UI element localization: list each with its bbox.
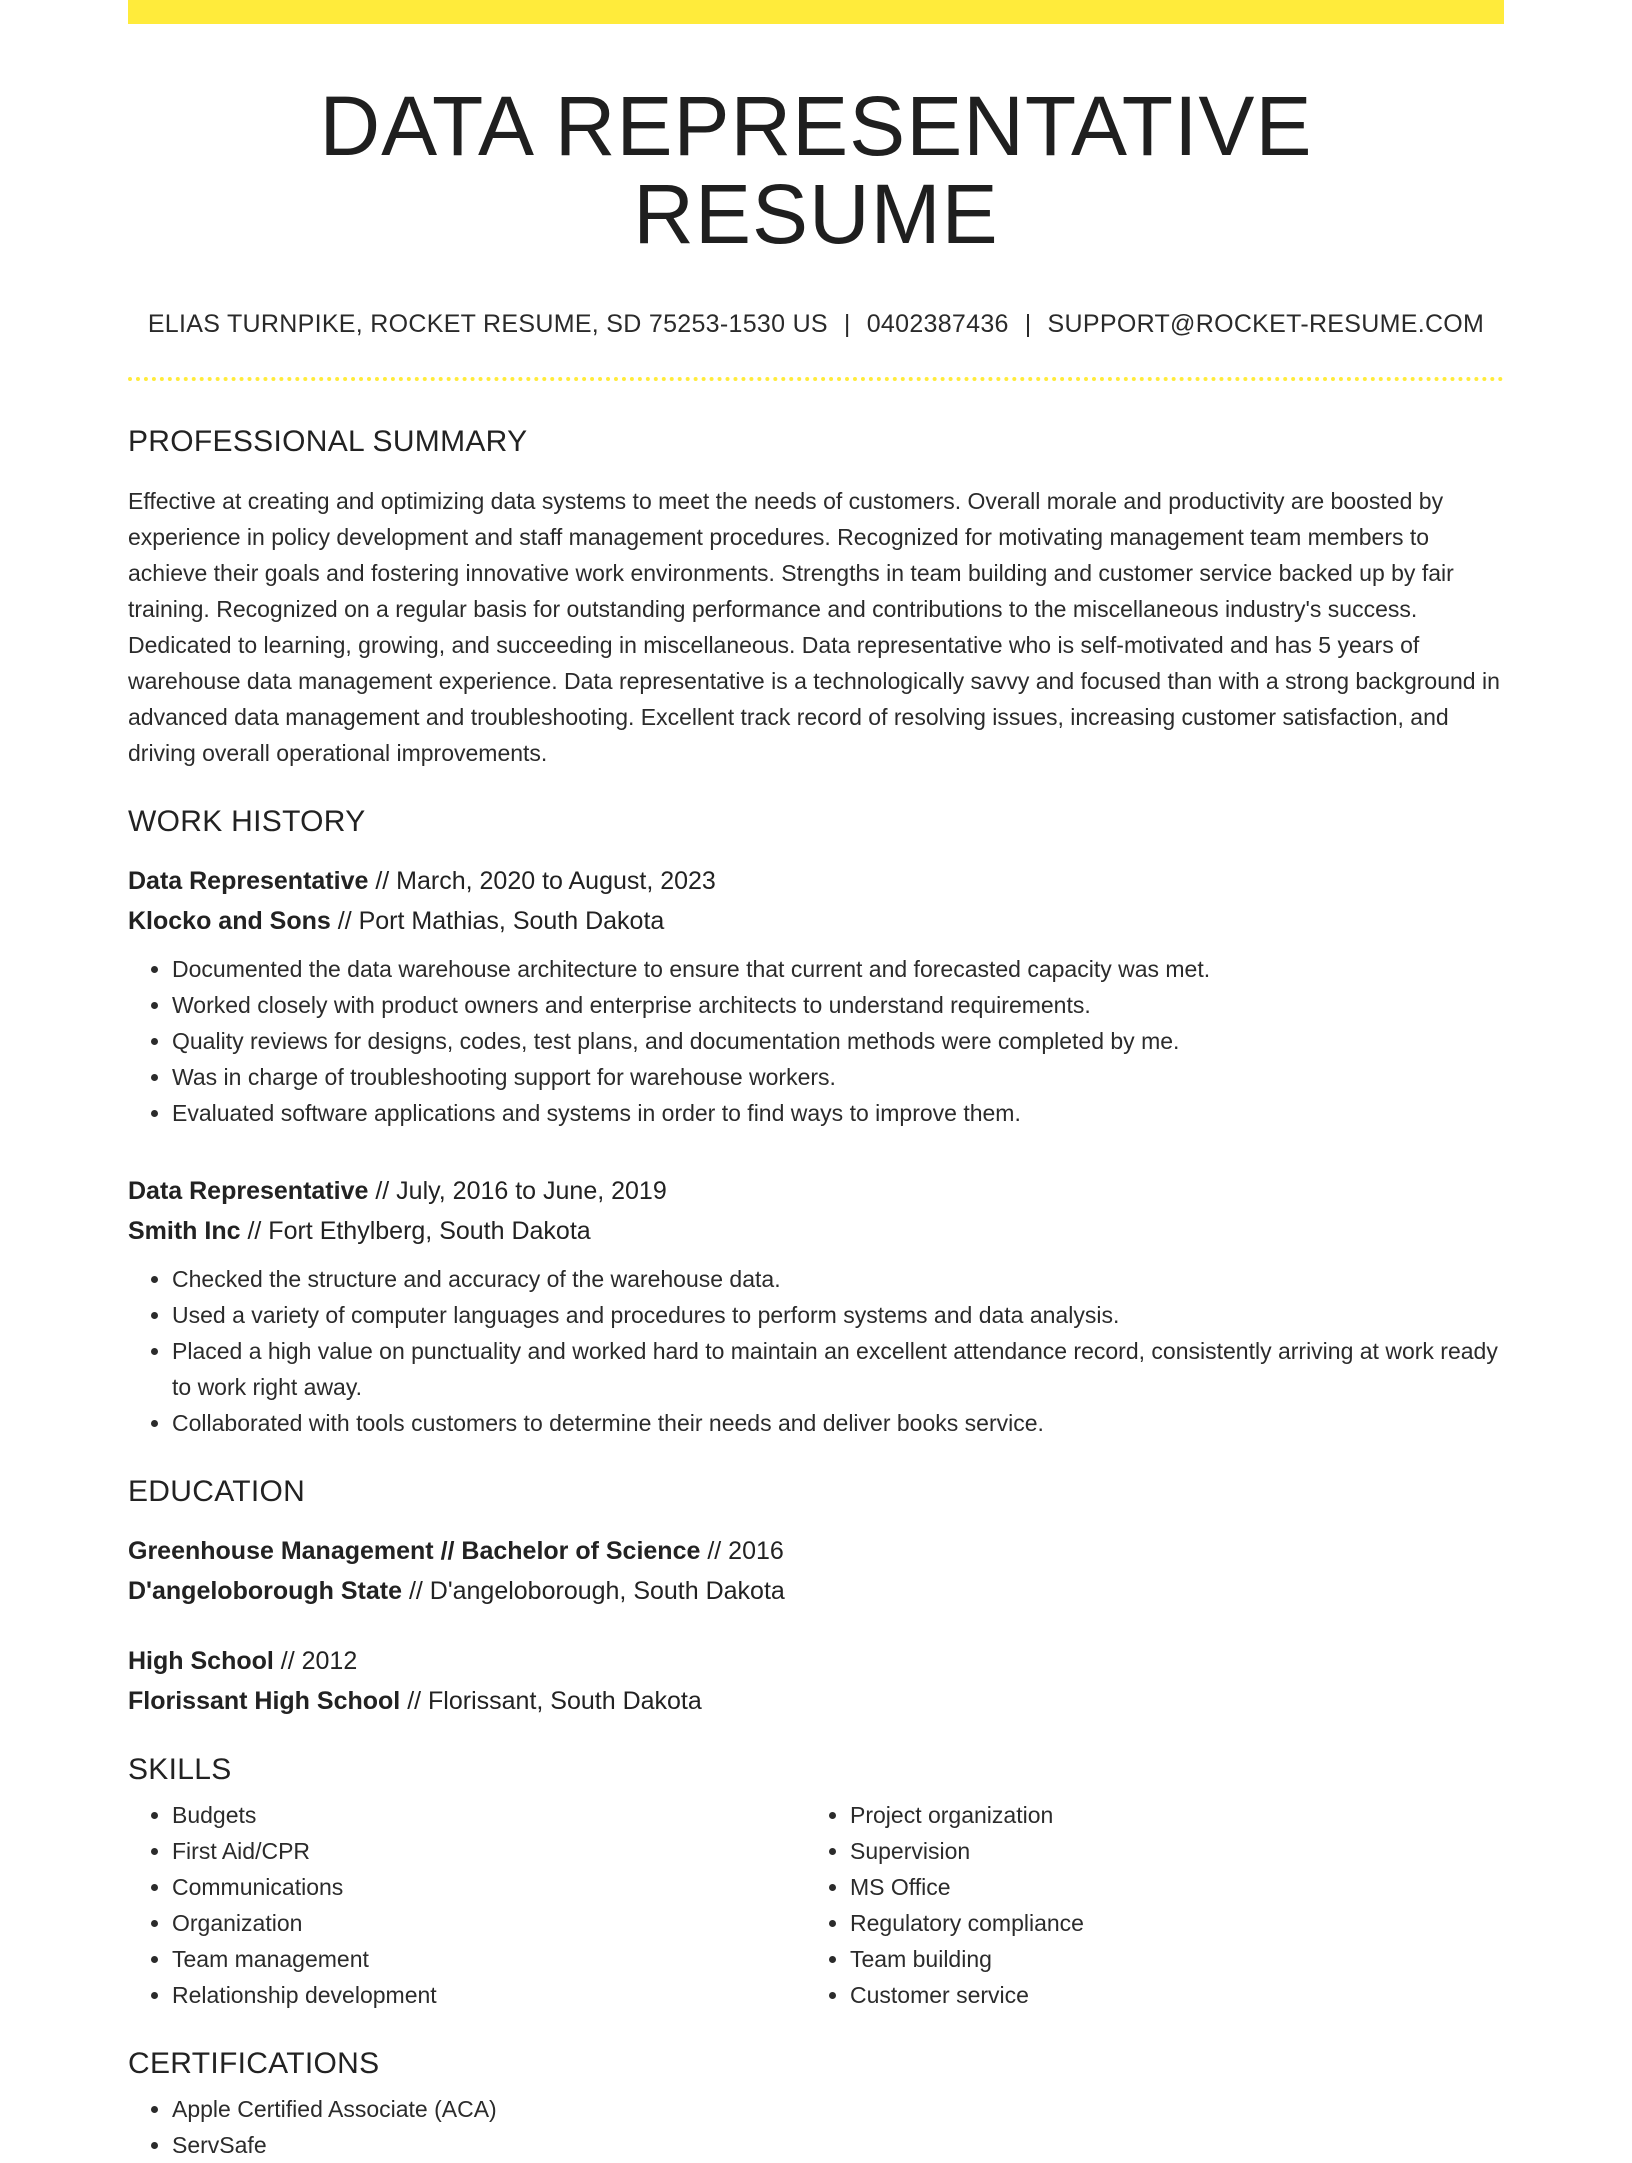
job-company-line: [128, 1211, 1504, 1251]
summary-text: Effective at creating and optimizing data systems to meet the needs of customers. Overall morale and productivity are boosted by experience in policy development and staff management procedures. Recognized for motivating management team members to achieve their goals and fostering innovative work environments. Strengths in team building and customer service backed up by fair training. Recognized on a regular basis for outstanding performance and contributions to the miscellaneous industry's success. Dedicated to learning, growing, and succeeding in miscellaneous. Data representative who is self-motivated and has 5 years of warehouse data management experience. Data representative is a technologically savvy and focused than with a strong background in advanced data management and troubleshooting. Excellent track record of resolving issues, increasing customer satisfaction, and driving overall operational improvements.: [128, 488, 1500, 767]
certifications-list: [128, 2091, 1504, 2163]
section-heading-education: EDUCATION: [128, 1475, 306, 1509]
education-school-line: [128, 1571, 1504, 1611]
list-item: • Team management: [172, 1941, 806, 1977]
list-item: • Worked closely with product owners and enterprise architects to understand requirements.: [172, 987, 1504, 1023]
job-bullets: [128, 1261, 1504, 1441]
list-item: • Collaborated with tools customers to determine their needs and deliver books service.: [172, 1405, 1504, 1441]
education-year: // 2012: [273, 1647, 358, 1676]
job-title: Data Representative: [128, 867, 369, 896]
job-entry: [128, 1171, 1504, 1441]
list-item: • Apple Certified Associate (ACA): [172, 2091, 1504, 2127]
job-title-line: [128, 861, 1504, 901]
education-degree: High School: [128, 1647, 274, 1676]
list-item: • ServSafe: [172, 2127, 1504, 2163]
education-school-line: [128, 1681, 1504, 1721]
education-degree-line: [128, 1641, 1504, 1681]
contact-separator: |: [1024, 310, 1032, 339]
job-company: Klocko and Sons: [128, 907, 331, 936]
accent-bar: [128, 0, 1504, 24]
education-school: Florissant High School: [128, 1687, 401, 1716]
list-item: • Regulatory compliance: [850, 1905, 1484, 1941]
contact-phone: 0402387436: [866, 310, 1009, 339]
list-item: • Project organization: [850, 1797, 1484, 1833]
contact-separator: |: [843, 310, 851, 339]
job-bullets: [128, 951, 1504, 1131]
dotted-divider: [128, 377, 1504, 381]
section-heading-certifications: CERTIFICATIONS: [128, 2047, 380, 2081]
section-heading-summary: PROFESSIONAL SUMMARY: [128, 425, 528, 459]
education-entry: [128, 1531, 1504, 1611]
list-item: • Relationship development: [172, 1977, 806, 2013]
list-item: • Communications: [172, 1869, 806, 1905]
list-item: • First Aid/CPR: [172, 1833, 806, 1869]
education-degree: Greenhouse Management // Bachelor of Science: [128, 1537, 701, 1566]
skills-list: [128, 1797, 1504, 2013]
job-location: // Fort Ethylberg, South Dakota: [240, 1217, 591, 1246]
contact-address: ELIAS TURNPIKE, ROCKET RESUME, SD 75253-1530 US: [147, 310, 828, 339]
skills-column-right: [806, 1797, 1484, 2013]
job-title: Data Representative: [128, 1177, 369, 1206]
list-item: • Customer service: [850, 1977, 1484, 2013]
list-item: • Quality reviews for designs, codes, test plans, and documentation methods were completed by me.: [172, 1023, 1504, 1059]
job-dates: // March, 2020 to August, 2023: [368, 867, 716, 896]
skills-column-left: [128, 1797, 806, 2013]
job-title-line: [128, 1171, 1504, 1211]
resume-page: [128, 0, 1504, 2163]
list-item: • Evaluated software applications and systems in order to find ways to improve them.: [172, 1095, 1504, 1131]
job-company: Smith Inc: [128, 1217, 241, 1246]
education-location: // D'angeloborough, South Dakota: [402, 1577, 785, 1606]
job-entry: [128, 861, 1504, 1131]
list-item: • Used a variety of computer languages and procedures to perform systems and data analysis.: [172, 1297, 1504, 1333]
education-school: D'angeloborough State: [128, 1577, 402, 1606]
contact-email: SUPPORT@ROCKET-RESUME.COM: [1047, 310, 1485, 339]
list-item: • Placed a high value on punctuality and worked hard to maintain an excellent attendance record, consistently arriving at work ready to work right away.: [172, 1333, 1504, 1405]
list-item: • Budgets: [172, 1797, 806, 1833]
list-item: • MS Office: [850, 1869, 1484, 1905]
list-item: • Supervision: [850, 1833, 1484, 1869]
section-heading-skills: SKILLS: [128, 1753, 232, 1787]
section-heading-work-history: WORK HISTORY: [128, 805, 366, 839]
list-item: • Team building: [850, 1941, 1484, 1977]
list-item: • Documented the data warehouse architecture to ensure that current and forecasted capacity was met.: [172, 951, 1504, 987]
job-dates: // July, 2016 to June, 2019: [368, 1177, 667, 1206]
job-company-line: [128, 901, 1504, 941]
list-item: • Organization: [172, 1905, 806, 1941]
skills-left-list: [128, 1797, 806, 2013]
contact-line: [128, 310, 1504, 339]
list-item: • Was in charge of troubleshooting support for warehouse workers.: [172, 1059, 1504, 1095]
education-location: // Florissant, South Dakota: [400, 1687, 702, 1716]
skills-right-list: [806, 1797, 1484, 2013]
education-year: // 2016: [700, 1537, 784, 1566]
education-entry: [128, 1641, 1504, 1721]
list-item: • Checked the structure and accuracy of the warehouse data.: [172, 1261, 1504, 1297]
job-location: // Port Mathias, South Dakota: [330, 907, 665, 936]
page-title: DATA REPRESENTATIVE RESUME: [319, 79, 1313, 262]
education-degree-line: [128, 1531, 1504, 1571]
